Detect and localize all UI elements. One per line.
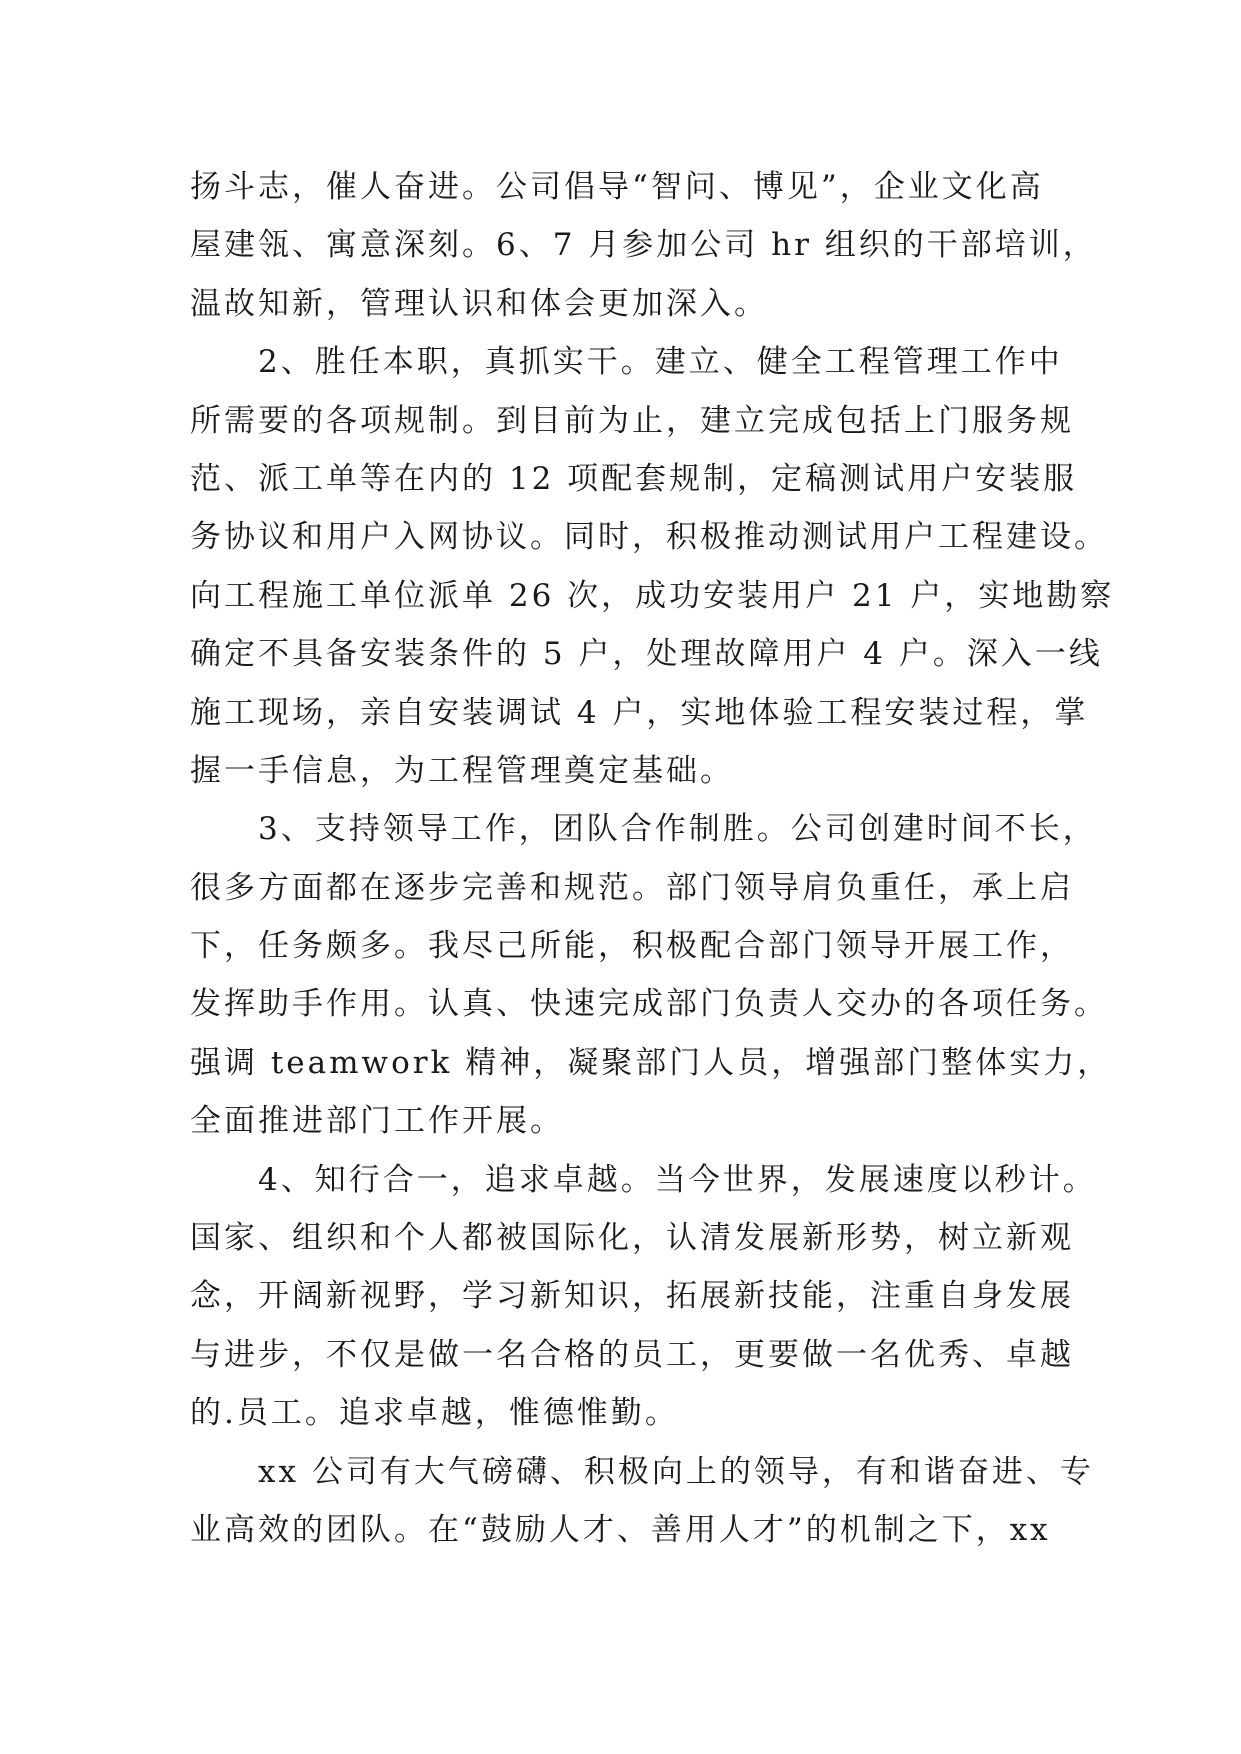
text-line: 施工现场，亲自安装调试 4 户，实地体验工程安装过程，掌 <box>190 694 1089 731</box>
paragraph <box>190 1443 1094 1560</box>
text-line: 屋建瓴、寓意深刻。6、7 月参加公司 hr 组织的干部培训， <box>190 227 1097 264</box>
text-line: 确定不具备安装条件的 5 户，处理故障用户 4 户。深入一线 <box>190 636 1103 673</box>
text-line: 务协议和用户入网协议。同时，积极推动测试用户工程建设。 <box>190 519 1108 556</box>
text-line: 念，开阔新视野，学习新知识，拓展新技能，注重自身发展 <box>190 1278 1074 1315</box>
text-line: 与进步，不仅是做一名合格的员工，更要做一名优秀、卓越 <box>190 1336 1074 1373</box>
text-line: 握一手信息，为工程管理奠定基础。 <box>190 752 734 789</box>
text-line: 所需要的各项规制。到目前为止，建立完成包括上门服务规 <box>190 402 1074 439</box>
paragraph <box>190 800 1112 1150</box>
paragraph <box>190 158 1097 333</box>
text-line: 范、派工单等在内的 12 项配套规制，定稿测试用户安装服 <box>190 460 1078 497</box>
text-line: 3、支持领导工作，团队合作制胜。公司创建时间不长， <box>190 811 1097 848</box>
text-line: 发挥助手作用。认真、快速完成部门负责人交办的各项任务。 <box>190 986 1108 1023</box>
text-line: 下，任务颇多。我尽己所能，积极配合部门领导开展工作， <box>190 928 1074 965</box>
paragraph <box>190 1151 1097 1443</box>
text-line: 扬斗志，催人奋进。公司倡导“智问、博见”，企业文化高 <box>190 169 1044 205</box>
text-line: 全面推进部门工作开展。 <box>190 1103 564 1140</box>
text-line: 业高效的团队。在“鼓励人才、善用人才”的机制之下，xx <box>190 1511 1051 1548</box>
text-line: 向工程施工单位派单 26 次，成功安装用户 21 户，实地勘察 <box>190 577 1115 614</box>
document-page <box>190 158 1115 1559</box>
text-line: 国家、组织和个人都被国际化，认清发展新形势，树立新观 <box>190 1220 1074 1257</box>
text-line: 的.员工。追求卓越，惟德惟勤。 <box>190 1395 679 1432</box>
text-line: 4、知行合一，追求卓越。当今世界，发展速度以秒计。 <box>190 1161 1097 1198</box>
text-line: 温故知新，管理认识和体会更加深入。 <box>190 285 768 322</box>
text-line: xx 公司有大气磅礴、积极向上的领导，有和谐奋进、专 <box>190 1453 1094 1490</box>
paragraph <box>190 333 1115 800</box>
text-line: 强调 teamwork 精神，凝聚部门人员，增强部门整体实力， <box>190 1044 1112 1081</box>
text-line: 很多方面都在逐步完善和规范。部门领导肩负重任，承上启 <box>190 869 1074 906</box>
text-line: 2、胜任本职，真抓实干。建立、健全工程管理工作中 <box>190 344 1063 381</box>
